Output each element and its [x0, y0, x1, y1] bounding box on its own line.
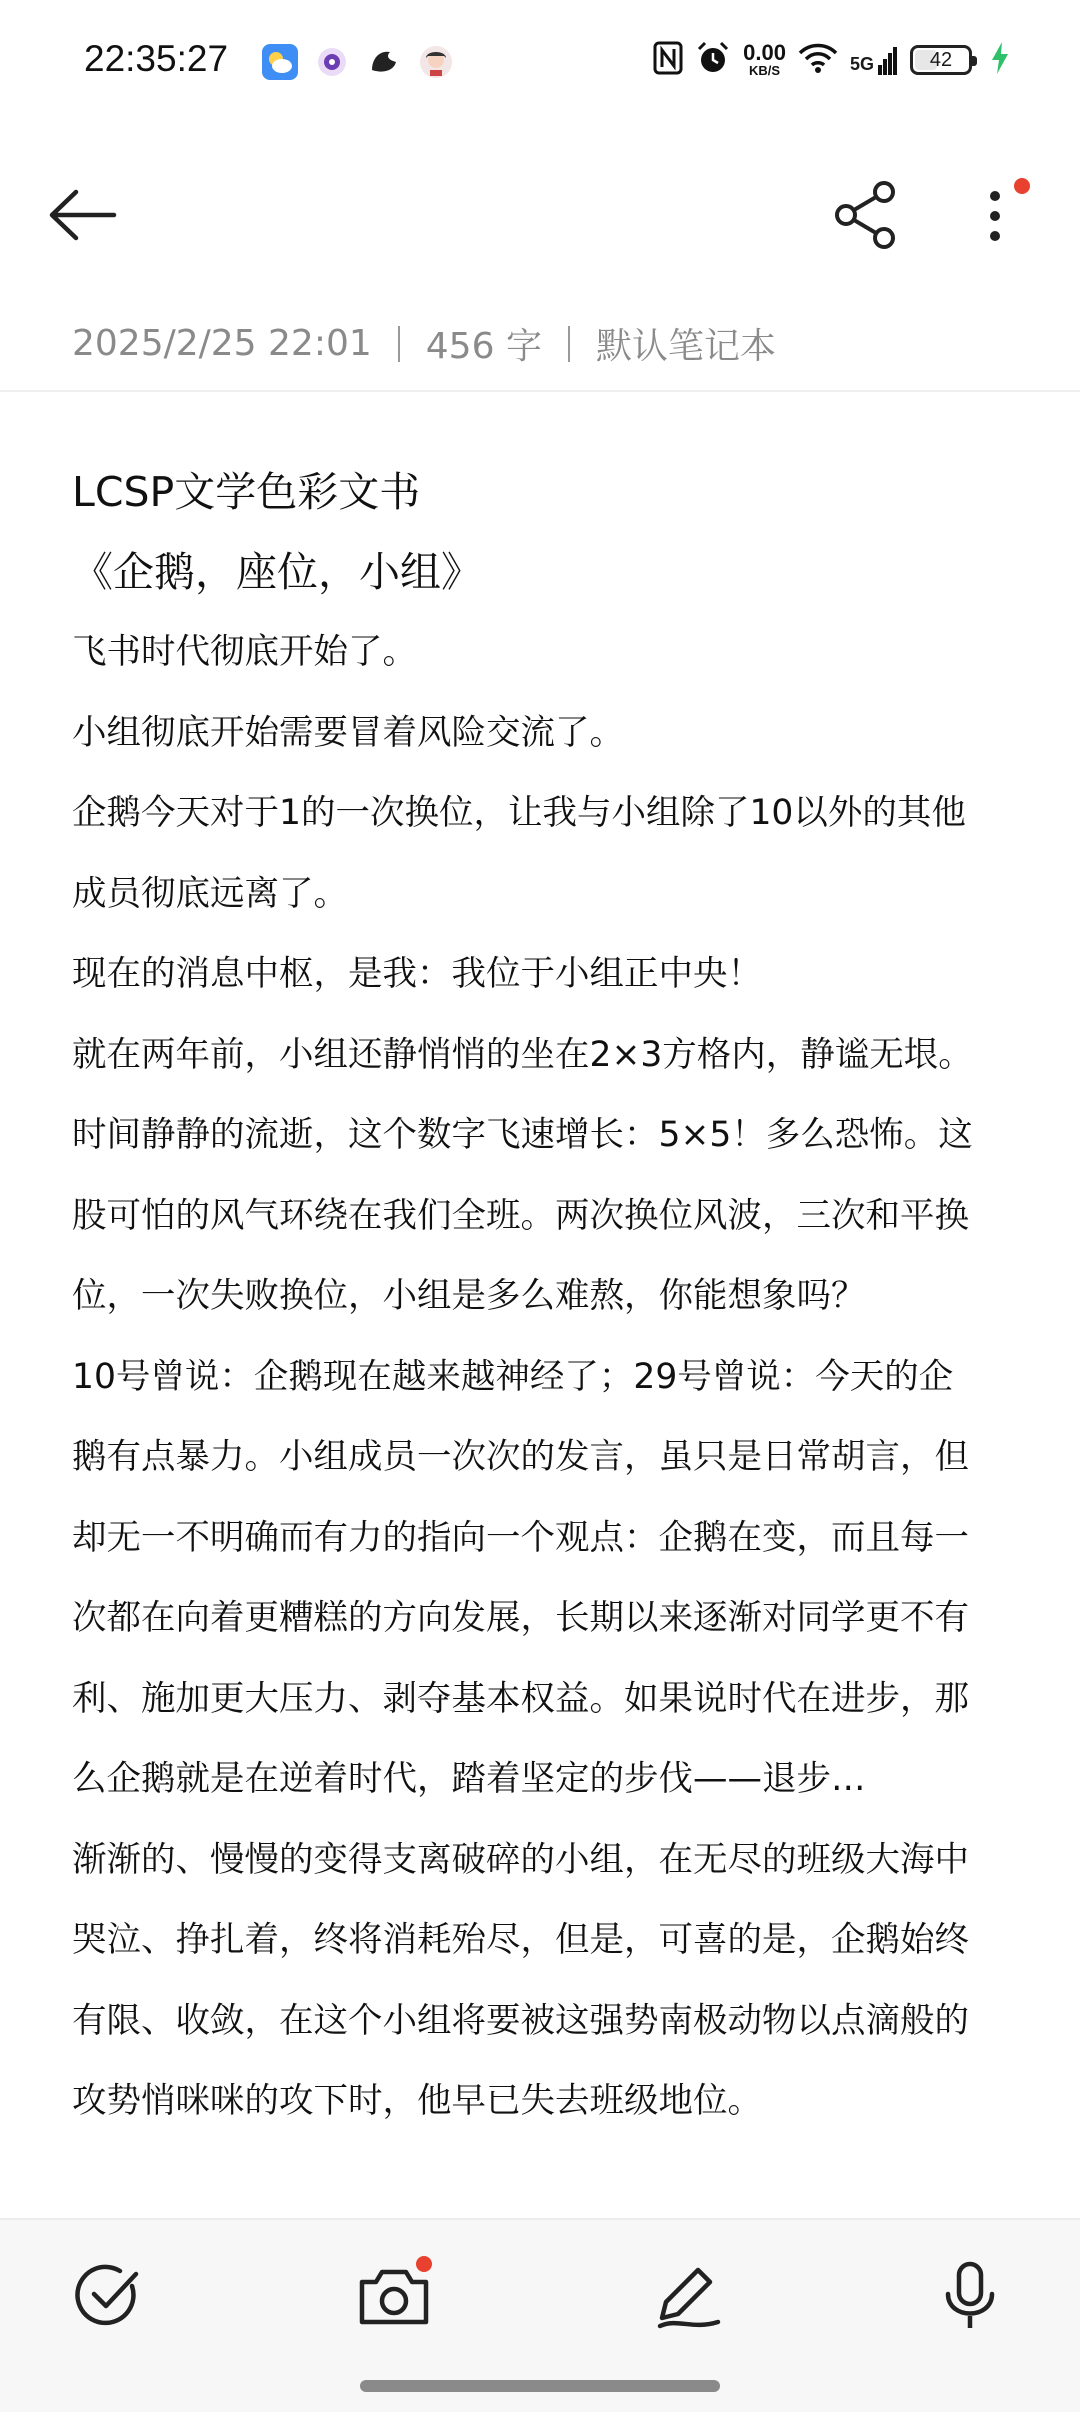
note-body-line[interactable]: 有限、收敛，在这个小组将要被这强势南极动物以点滴般的: [72, 2000, 969, 2041]
note-title-line[interactable]: LCSP文学色彩文书: [72, 468, 421, 516]
note-body-line[interactable]: 却无一不明确而有力的指向一个观点：企鹅在变，而且每一: [72, 1517, 969, 1558]
app-icon: [366, 44, 402, 80]
status-time: 22:35:27: [84, 38, 229, 79]
alarm-icon: [695, 40, 731, 80]
home-indicator[interactable]: [360, 2380, 720, 2392]
notebook-name[interactable]: 默认笔记本: [595, 326, 776, 367]
note-body-line[interactable]: 位，一次失败换位，小组是多么难熬，你能想象吗？: [72, 1276, 866, 1316]
checklist-button[interactable]: [68, 2256, 148, 2336]
note-body-line[interactable]: 时间静静的流逝，这个数字飞速增长：5×5！多么恐怖。这: [72, 1115, 973, 1155]
app-icon: [314, 44, 350, 80]
check-circle-icon: [68, 2256, 148, 2336]
wifi-icon: [798, 42, 838, 78]
meta-separator: [568, 326, 570, 362]
charging-icon: [990, 41, 1010, 79]
notification-dot: [1014, 178, 1030, 194]
note-body-line[interactable]: 攻势悄咪咪的攻下时，他早已失去班级地位。: [72, 2081, 762, 2121]
note-body[interactable]: [72, 612, 1022, 2142]
note-body-line[interactable]: 次都在向着更糟糕的方向发展，长期以来逐渐对同学更不有: [72, 1598, 969, 1638]
meta-separator: [398, 326, 400, 362]
note-title-line[interactable]: 《企鹅，座位，小组》: [72, 548, 482, 596]
note-body-line[interactable]: 飞书时代彻底开始了。: [72, 632, 417, 672]
signal-icon: 5G: [850, 45, 898, 75]
handwriting-button[interactable]: [648, 2256, 728, 2336]
battery-icon: 42: [910, 45, 972, 75]
bottom-toolbar: [0, 2218, 1080, 2412]
share-icon: [828, 180, 908, 250]
back-arrow-icon: [40, 180, 130, 250]
note-body-line[interactable]: 就在两年前，小组还静悄悄的坐在2×3方格内，静谧无垠。: [72, 1034, 973, 1075]
nfc-icon: [653, 41, 683, 79]
avatar-icon: [418, 44, 454, 80]
microphone-icon: [930, 2256, 1010, 2336]
note-body-line[interactable]: 利、施加更大压力、剥夺基本权益。如果说时代在进步，那: [72, 1678, 969, 1719]
note-body-line[interactable]: 10号曾说：企鹅现在越来越神经了；29号曾说：今天的企: [72, 1356, 954, 1397]
weather-icon: [262, 44, 298, 80]
note-body-line[interactable]: 鹅有点暴力。小组成员一次次的发言，虽只是日常胡言，但: [72, 1437, 969, 1477]
pen-icon: [648, 2256, 728, 2336]
note-datetime: 2025/2/25 22:01: [72, 323, 372, 364]
note-meta: [72, 318, 776, 369]
note-body-line[interactable]: 现在的消息中枢，是我：我位于小组正中央！: [72, 954, 762, 994]
note-body-line[interactable]: 小组彻底开始需要冒着风险交流了。: [72, 712, 624, 753]
app-bar: [0, 150, 1080, 280]
note-body-line[interactable]: 成员彻底远离了。: [72, 873, 348, 914]
divider: [0, 390, 1080, 392]
word-count: 456 字: [425, 326, 542, 367]
notification-dot: [416, 2256, 432, 2272]
back-button[interactable]: [40, 180, 130, 250]
voice-input-button[interactable]: [930, 2256, 1010, 2336]
note-body-line[interactable]: 企鹅今天对于1的一次换位，让我与小组除了10以外的其他: [72, 793, 966, 833]
note-body-line[interactable]: 股可怕的风气环绕在我们全班。两次换位风波，三次和平换: [72, 1195, 969, 1236]
note-body-line[interactable]: 渐渐的、慢慢的变得支离破碎的小组，在无尽的班级大海中: [72, 1839, 969, 1880]
camera-button[interactable]: [354, 2256, 434, 2336]
more-options-button[interactable]: [960, 178, 1030, 254]
note-editor[interactable]: [72, 452, 1022, 2142]
note-body-line[interactable]: 哭泣、挣扎着，终将消耗殆尽，但是，可喜的是，企鹅始终: [72, 1920, 969, 1960]
net-speed: 0.00 KB/S: [743, 40, 786, 78]
share-button[interactable]: [828, 180, 908, 250]
note-body-line[interactable]: 么企鹅就是在逆着时代，踏着坚定的步伐——退步…: [72, 1759, 866, 1799]
status-bar: [0, 0, 1080, 120]
status-icons: [653, 38, 1010, 82]
